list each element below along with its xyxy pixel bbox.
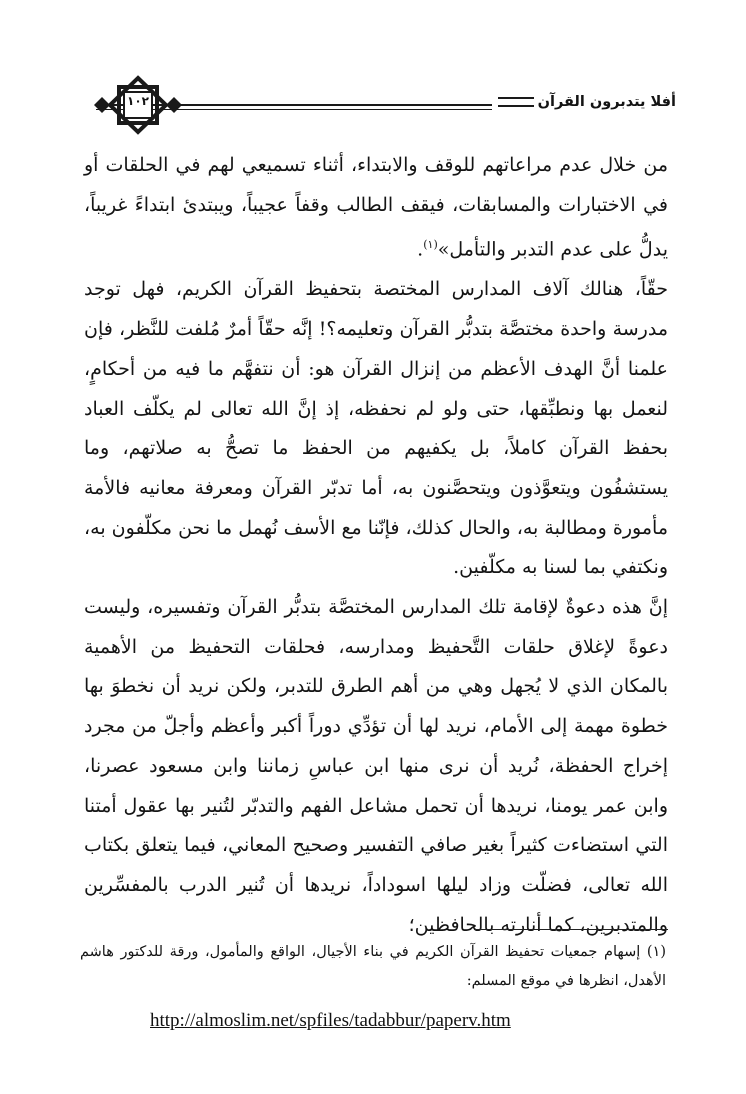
- paragraph-3: إنَّ هذه دعوةٌ لإقامة تلك المدارس المختصَّة بتدبُّر القرآن وتفسيره، وليست دعوةً لإغلاق حلقات التَّحفيظ ومدارسه، فحلقات التحفيظ من الأهمية بالمكان الذي لا يُجهل وهي من أهم الطرق للتدبر، ولكن نريد أن نخطوَ بها خطوة مهمة إلى الأمام، نريد لها أن تؤدِّي دوراً أكبر وأعظم وأجلّ من مجرد إخراج الحفظة، نُريد أن نرى منها ابن عباسِ زماننا وابن مسعود عصرنا، وابن عمر يومنا، نريدها أن تحمل مشاعل الفهم والتدبّر لتُنير بها عقول أمتنا التي استضاءت كثيراً بغير صافي التفسير وصحيح المعاني، فيما يتعلق بكتاب الله تعالى، فضلّت وزاد ليلها اسوداداً، نريدها أن تُنير الدرب بالمفسِّرين والمتدبرين، كما أنارته بالحافظين؛: [84, 596, 668, 936]
- page-number: ١٠٢: [127, 94, 149, 108]
- footnote-marker: (١): [423, 238, 438, 252]
- page-number-emblem-icon: [88, 74, 188, 136]
- footnote-separator: [474, 929, 668, 930]
- footnote-text: (١) إسهام جمعيات تحفيظ القرآن الكريم في بناء الأجيال، الواقع والمأمول، ورقة للدكتور هاشم الأهدل، انظرها في موقع المسلم:: [80, 944, 666, 989]
- footnote: [80, 938, 666, 996]
- running-title-text: أفلا يتدبرون القرآن: [537, 94, 676, 110]
- paragraph-1-text: من خلال عدم مراعاتهم للوقف والابتداء، أثناء تسميعي لهم في الحلقات أو في الاختبارات والمسابقات، فيقف الطالب وقفاً عجيباً، ويبتدئ ابتداءً غريباً، يدلُّ على عدم التدبر والتأمل»: [84, 154, 668, 261]
- page-header: [96, 74, 676, 136]
- running-title: [492, 94, 676, 110]
- paragraph-1: [84, 146, 668, 270]
- body-text: [84, 146, 668, 945]
- paragraph-1-end: .: [417, 238, 424, 261]
- paragraph-2: حقّاً، هنالك آلاف المدارس المختصة بتحفيظ القرآن الكريم، فهل توجد مدرسة واحدة مختصَّة بتدبُّر القرآن وتعليمه؟! إنَّه حقّاً أمرٌ مُلفت للنَّظر، فإن علمنا أنَّ الهدف الأعظم من إنزال القرآن هو: أن نتفهَّم ما فيه من أحكامٍ، لنعمل بها ونطبِّقها، حتى ولو لم نحفظه، إذ إنَّ الله تعالى لم يكلّف العباد بحفظ القرآن كاملاً، بل يكفيهم من الحفظ ما تصحُّ به صلاتهم، وما يستشفُون ويتعوَّذون ويتحصَّنون به، أما تدبّر القرآن ومعرفة معانيه فالأمة مأمورة ومطالبة به، والحال كذلك، فإنّنا مع الأسف نُهمل ما نحن مكلّفون به، ونكتفي بما لسنا به مكلّفين.: [84, 278, 668, 579]
- title-bars-ornament: [498, 97, 534, 107]
- footnote-link[interactable]: http://almoslim.net/spfiles/tadabbur/paperv.htm: [150, 1010, 511, 1031]
